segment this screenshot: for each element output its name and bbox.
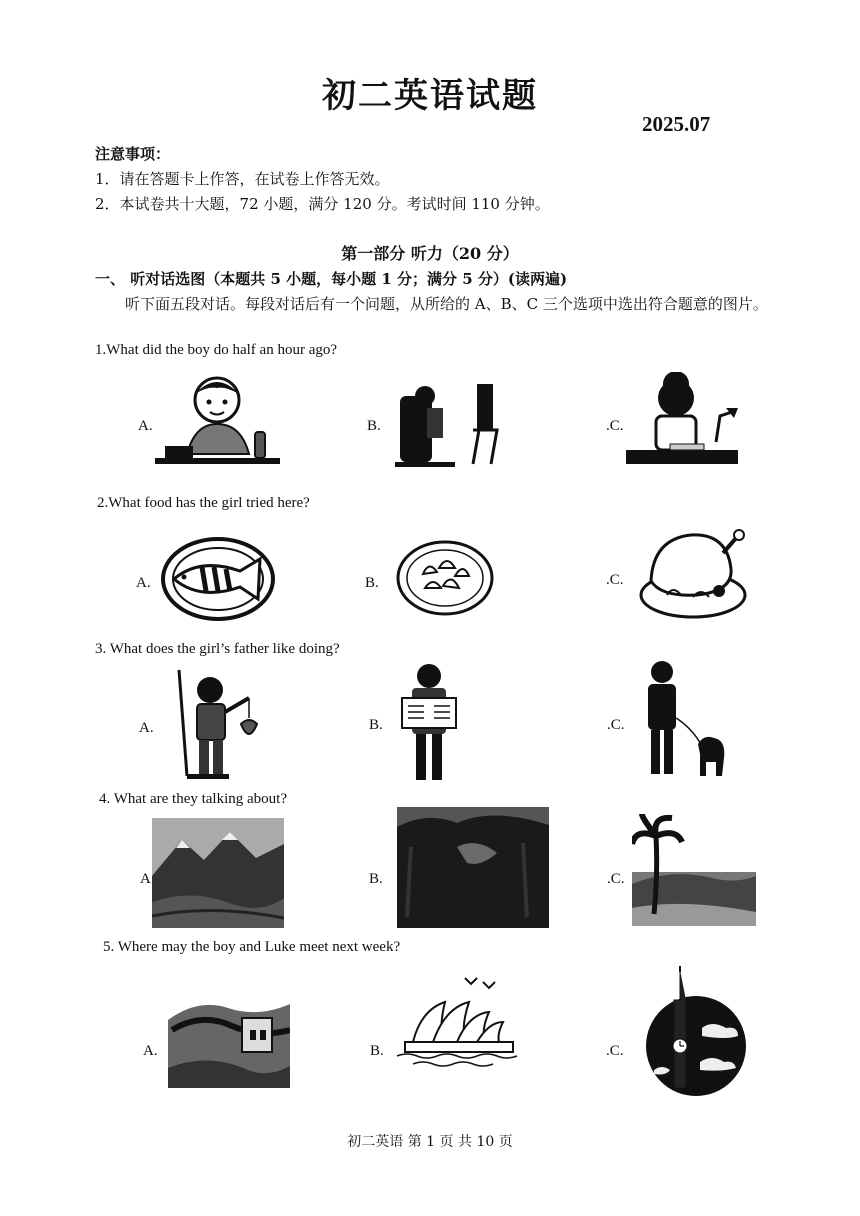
forest-photo-icon bbox=[397, 807, 549, 928]
option-label: A. bbox=[139, 720, 154, 736]
option-label: .C. bbox=[606, 572, 624, 588]
option-label: .C. bbox=[607, 717, 625, 733]
part-title: 第一部分 听力（20 分） bbox=[341, 244, 519, 263]
dumplings-plate-icon bbox=[395, 538, 495, 618]
option-label: A. bbox=[138, 418, 153, 434]
man-fishing-icon bbox=[165, 668, 265, 782]
option-label: B. bbox=[365, 575, 379, 591]
beach-palm-photo-icon bbox=[632, 814, 756, 926]
man-walking-dog-icon bbox=[640, 658, 730, 780]
man-reading-newspaper-icon bbox=[398, 662, 460, 786]
note-item: 2．本试卷共十大题，72 小题，满分 120 分。考试时间 110 分钟。 bbox=[95, 195, 550, 213]
question-1: 1.What did the boy do half an hour ago? bbox=[95, 342, 338, 358]
option-label: B. bbox=[369, 871, 383, 887]
section-heading: 一、 听对话选图（本题共 5 小题，每小题 1 分；满分 5 分）(读两遍) bbox=[95, 270, 568, 288]
page-footer: 初二英语 第 1 页 共 10 页 bbox=[347, 1134, 513, 1150]
option-label: A bbox=[140, 871, 151, 887]
mountains-photo-icon bbox=[152, 818, 284, 928]
question-5: 5. Where may the boy and Luke meet next week? bbox=[103, 939, 401, 955]
question-4: 4. What are they talking about? bbox=[99, 791, 287, 807]
option-label: B. bbox=[369, 717, 383, 733]
option-label: A. bbox=[136, 575, 151, 591]
fish-plate-icon bbox=[160, 535, 278, 623]
big-ben-circle-icon bbox=[640, 966, 752, 1098]
notes-heading: 注意事项： bbox=[95, 145, 171, 163]
option-label: A. bbox=[143, 1043, 158, 1059]
great-wall-icon bbox=[168, 990, 290, 1088]
option-label: .C. bbox=[606, 1043, 624, 1059]
page-title: 初二英语试题 bbox=[322, 76, 538, 116]
option-label: .C. bbox=[606, 418, 624, 434]
boy-eating-icon bbox=[155, 372, 280, 470]
note-item: 1．请在答题卡上作答，在试卷上作答无效。 bbox=[95, 170, 390, 188]
section-instruction: 听下面五段对话。每段对话后有一个问题，从所给的 A、B、C 三个选项中选出符合题意的图片。 bbox=[125, 295, 768, 313]
option-label: B. bbox=[367, 418, 381, 434]
question-2: 2.What food has the girl tried here? bbox=[97, 495, 310, 511]
question-3: 3. What does the girl’s father like doing? bbox=[95, 641, 340, 657]
option-label: B. bbox=[370, 1043, 384, 1059]
boy-studying-icon bbox=[620, 372, 745, 468]
option-label: .C. bbox=[607, 871, 625, 887]
roast-turkey-icon bbox=[637, 525, 749, 620]
sydney-opera-house-icon bbox=[393, 972, 525, 1072]
boy-watching-tv-icon bbox=[395, 378, 505, 470]
exam-date: 2025.07 bbox=[642, 112, 711, 136]
